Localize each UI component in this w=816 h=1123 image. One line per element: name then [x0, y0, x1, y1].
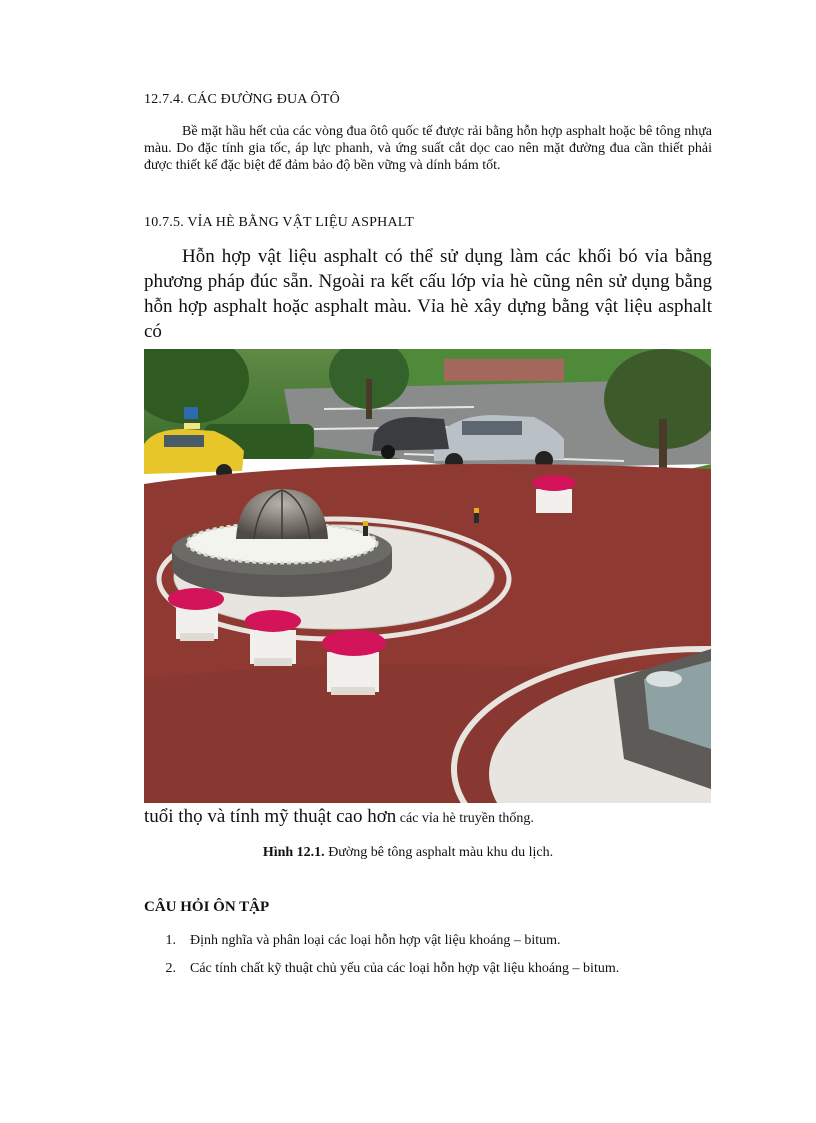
figure-label: Hình 12.1.: [262, 845, 325, 860]
planter-4: [532, 475, 576, 513]
section-heading-race-tracks: 12.7.4. CÁC ĐƯỜNG ĐUA ÔTÔ: [144, 92, 340, 107]
paragraph-continuation: [144, 806, 534, 828]
question-number: 2.: [165, 961, 176, 976]
question-number: 1.: [165, 933, 176, 948]
planter-2: [245, 610, 301, 666]
planter-3: [322, 630, 386, 695]
question-text: Các tính chất kỹ thuật chủ yếu của các loại hỗn hợp vật liệu khoáng – bitum.: [190, 961, 620, 976]
question-text: Định nghĩa và phân loại các loại hỗn hợp vật liệu khoáng – bitum.: [190, 933, 561, 948]
section-heading-asphalt-sidewalk: 10.7.5. VỈA HÈ BẰNG VẬT LIỆU ASPHALT: [144, 215, 414, 230]
review-questions-list: [144, 927, 712, 983]
race-tracks-paragraph: Bề mặt hầu hết của các vòng đua ôtô quốc tế được rải bằng hỗn hợp asphalt hoặc bê tông nhựa màu. Do đặc tính gia tốc, áp lực phanh, và ứng suất cắt dọc cao nên mặt đường đua cần thiết phải được thiết kế đặc biệt để đảm bảo độ bền vững và dính bám tốt.: [144, 124, 712, 173]
continuation-small-text: các vỉa hè truyền thống.: [396, 811, 534, 826]
asphalt-sidewalk-paragraph: Hỗn hợp vật liệu asphalt có thể sử dụng làm các khối bó vỉa bằng phương pháp đúc sẵn. Ngoài ra kết cấu lớp vỉa hè cũng nên sử dụng bằng hỗn hợp asphalt hoặc asphalt màu. Vỉa hè xây dựng bằng vật liệu asphalt có: [144, 246, 712, 342]
figure-caption: [0, 845, 816, 861]
continuation-large-text: tuổi thọ và tính mỹ thuật cao hơn: [144, 806, 397, 827]
figure-caption-text: Đường bê tông asphalt màu khu du lịch.: [324, 845, 554, 860]
planter-1: [168, 588, 224, 641]
figure-photo-colored-asphalt-road: [144, 349, 711, 803]
review-questions-heading: CÂU HỎI ÔN TẬP: [144, 899, 270, 915]
list-item: [144, 955, 712, 983]
list-item: [144, 927, 712, 955]
